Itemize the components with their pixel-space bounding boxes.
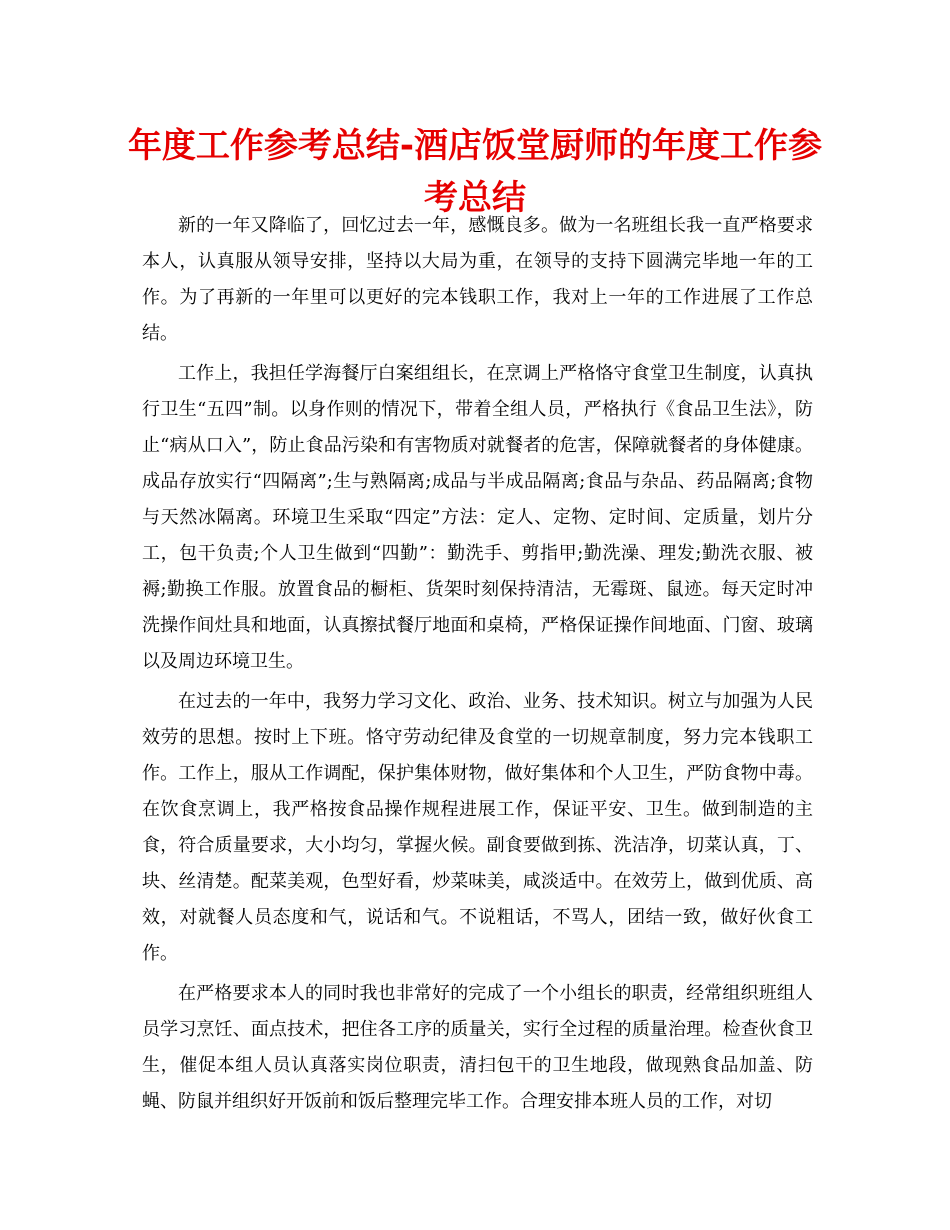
paragraph-hygiene: 工作上，我担任学海餐厅白案组组长，在烹调上严格恪守食堂卫生制度，认真执行卫生“五四”制。以身作则的情况下，带着全组人员，严格执行《食品卫生法》，防止“病从口入”，防止食品污染和有害物质对就餐者的危害，保障就餐者的身体健康。成品存放实行“四隔离”;生与熟隔离;成品与半成品隔离;食品与杂品、药品隔离;食物与天然冰隔离。环境卫生采取“四定”方法：定人、定物、定时间、定质量，划片分工，包干负责;个人卫生做到“四勤”：勤洗手、剪指甲;勤洗澡、理发;勤洗衣服、被褥;勤换工作服。放置食品的橱柜、货架时刻保持清洁，无霉斑、鼠迹。每天定时冲洗操作间灶具和地面，认真擦拭餐厅地面和桌椅，严格保证操作间地面、门窗、玻璃以及周边环境卫生。 bbox=[142, 363, 813, 672]
document-title: 年度工作参考总结-酒店饭堂厨师的年度工作参考总结 bbox=[127, 126, 823, 218]
paragraph-intro: 新的一年又降临了，回忆过去一年，感慨良多。做为一名班组长我一直严格要求本人，认真服从领导安排，坚持以大局为重，在领导的支持下圆满完毕地一年的工作。为了再新的一年里可以更好的完本钱职工作，我对上一年的工作进展了工作总结。 bbox=[142, 215, 813, 344]
document-body bbox=[142, 208, 813, 1120]
paragraph-leadership: 在严格要求本人的同时我也非常好的完成了一个小组长的职责，经常组织班组人员学习烹饪、面点技术，把住各工序的质量关，实行全过程的质量治理。检查伙食卫生，催促本组人员认真落实岗位职责，清扫包干的卫生地段，做现熟食品加盖、防蝇、防鼠并组织好开饭前和饭后整理完毕工作。合理安排本班人员的工作，对切 bbox=[142, 983, 813, 1112]
paragraph-study: 在过去的一年中，我努力学习文化、政治、业务、技术知识。树立与加强为人民效劳的思想。按时上下班。恪守劳动纪律及食堂的一切规章制度，努力完本钱职工作。工作上，服从工作调配，保护集体财物，做好集体和个人卫生，严防食物中毒。在饮食烹调上，我严格按食品操作规程进展工作，保证平安、卫生。做到制造的主食，符合质量要求，大小均匀，掌握火候。副食要做到拣、洗洁净，切菜认真，丁、块、丝清楚。配菜美观，色型好看，炒菜味美，咸淡适中。在效劳上，做到优质、高效，对就餐人员态度和气，说话和气。不说粗话，不骂人，团结一致，做好伙食工作。 bbox=[142, 691, 813, 964]
